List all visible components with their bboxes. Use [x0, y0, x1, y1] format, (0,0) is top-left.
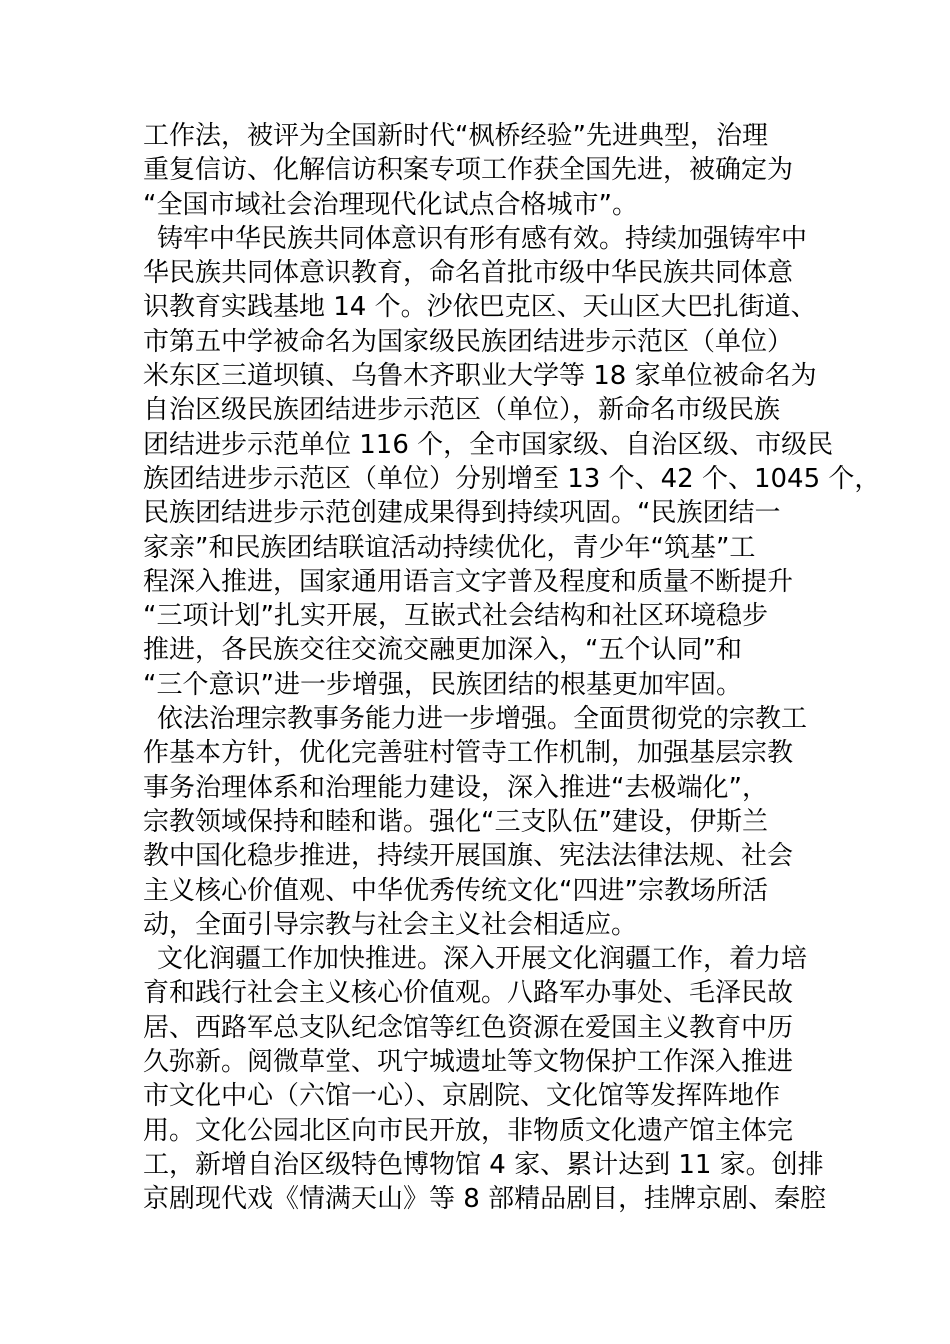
- text-line: 家亲”和民族团结联谊活动持续优化，青少年“筑基”工: [143, 532, 756, 563]
- text-line: “三项计划”扎实开展，互嵌式社会结构和社区环境稳步: [143, 601, 768, 632]
- text-line: 米东区三道坝镇、乌鲁木齐职业大学等 18 家单位被命名为: [143, 361, 817, 392]
- text-line: 推进，各民族交往交流交融更加深入，“五个认同”和: [143, 635, 742, 666]
- document-body: [143, 119, 881, 1217]
- text-line: 教中国化稳步推进，持续开展国旗、宪法法律法规、社会: [143, 841, 794, 872]
- text-line: 久弥新。阅微草堂、巩宁城遗址等文物保护工作深入推进: [143, 1047, 794, 1078]
- text-line: 自治区级民族团结进步示范区（单位），新命名市级民族: [143, 395, 781, 426]
- text-line: 民族团结进步示范创建成果得到持续巩固。“民族团结一: [143, 498, 781, 529]
- text-line: 程深入推进，国家通用语言文字普及程度和质量不断提升: [143, 566, 794, 597]
- text-line: 识教育实践基地 14 个。沙依巴克区、天山区大巴扎街道、: [143, 292, 817, 323]
- text-line: 团结进步示范单位 116 个，全市国家级、自治区级、市级民: [143, 429, 834, 460]
- text-line: 动，全面引导宗教与社会主义社会相适应。: [143, 909, 638, 940]
- text-line: 市第五中学被命名为国家级民族团结进步示范区（单位）: [143, 326, 794, 357]
- text-line: “全国市域社会治理现代化试点合格城市”。: [143, 189, 638, 220]
- paragraph-first-line: 依法治理宗教事务能力进一步增强。全面贯彻党的宗教工: [157, 704, 808, 735]
- text-line: 京剧现代戏《情满天山》等 8 部精品剧目，挂牌京剧、秦腔: [143, 1184, 827, 1215]
- text-line: 居、西路军总支队纪念馆等红色资源在爱国主义教育中历: [143, 1012, 794, 1043]
- text-line: 市文化中心（六馆一心）、京剧院、文化馆等发挥阵地作: [143, 1081, 781, 1112]
- text-line: 工作法，被评为全国新时代“枫桥经验”先进典型，治理: [143, 121, 768, 151]
- text-line: 工，新增自治区级特色博物馆 4 家、累计达到 11 家。创排: [143, 1149, 824, 1180]
- text-line: 主义核心价值观、中华优秀传统文化“四进”宗教场所活: [143, 875, 768, 906]
- text-line: 宗教领域保持和睦和谐。强化“三支队伍”建设，伊斯兰: [143, 806, 768, 837]
- text-line: 族团结进步示范区（单位）分别增至 13 个、42 个、1045 个，: [143, 463, 881, 494]
- text-line: 作基本方针，优化完善驻村管寺工作机制，加强基层宗教: [143, 738, 794, 769]
- paragraph-first-line: 铸牢中华民族共同体意识有形有感有效。持续加强铸牢中: [157, 223, 808, 254]
- text-line: 华民族共同体意识教育，命名首批市级中华民族共同体意: [143, 258, 794, 289]
- text-line: 用。文化公园北区向市民开放，非物质文化遗产馆主体完: [143, 1115, 794, 1146]
- text-line: 事务治理体系和治理能力建设，深入推进“去极端化”，: [143, 772, 768, 803]
- text-line: “三个意识”进一步增强，民族团结的根基更加牢固。: [143, 669, 742, 700]
- text-line: 育和践行社会主义核心价值观。八路军办事处、毛泽民故: [143, 978, 794, 1009]
- paragraph-first-line: 文化润疆工作加快推进。深入开展文化润疆工作，着力培: [157, 944, 808, 975]
- text-line: 重复信访、化解信访积案专项工作获全国先进，被确定为: [143, 155, 794, 186]
